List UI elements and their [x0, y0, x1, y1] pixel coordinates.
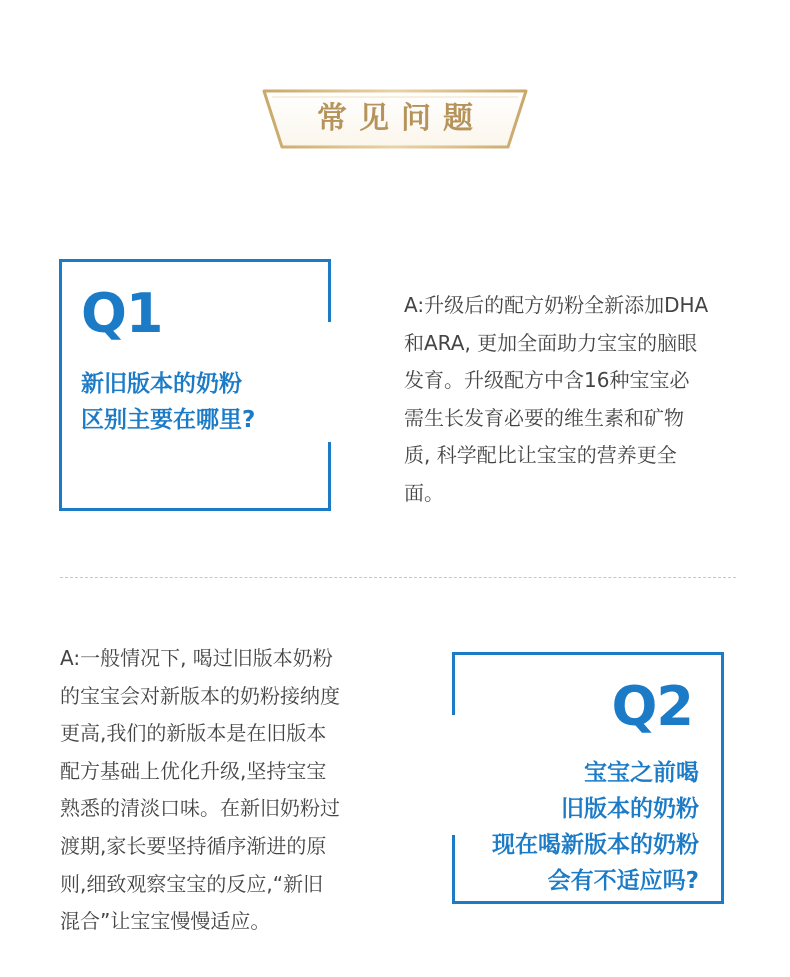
answer-line: 的宝宝会对新版本的奶粉接纳度	[60, 683, 340, 708]
question-line: 会有不适应吗?	[547, 868, 699, 894]
faq-header-banner	[258, 87, 532, 151]
frame-gap	[451, 715, 457, 835]
answer-line: 更高,我们的新版本是在旧版本	[60, 721, 327, 746]
question-line: 宝宝之前喝	[584, 760, 699, 786]
answer-line: 质, 科学配比让宝宝的营养更全	[404, 443, 677, 468]
question-text	[492, 755, 699, 899]
answer-line: 渡期,家长要坚持循序渐进的原	[60, 833, 327, 858]
answer-line: 混合”让宝宝慢慢适应。	[60, 909, 271, 934]
faq-answer-1	[404, 287, 744, 513]
faq-question-box-1	[59, 259, 331, 511]
answer-line: 则,细致观察宝宝的反应,“新旧	[60, 871, 324, 896]
answer-line: 熟悉的清淡口味。在新旧奶粉过	[60, 796, 340, 821]
answer-line: 和ARA, 更加全面助力宝宝的脑眼	[404, 330, 698, 355]
answer-line: A:升级后的配方奶粉全新添加DHA	[404, 293, 709, 317]
answer-line: 发育。升级配方中含16种宝宝必	[404, 368, 690, 393]
question-number: Q1	[81, 282, 163, 345]
answer-line: 配方基础上优化升级,坚持宝宝	[60, 758, 327, 783]
faq-question-box-2	[452, 652, 724, 904]
answer-line: A:一般情况下, 喝过旧版本奶粉	[60, 646, 333, 670]
page-title: 常见问题	[317, 101, 485, 136]
question-number: Q2	[611, 675, 693, 738]
frame-gap	[326, 322, 332, 442]
faq-answer-2	[60, 640, 400, 941]
question-text	[81, 366, 255, 438]
answer-line: 面。	[404, 480, 444, 505]
section-divider	[60, 577, 736, 578]
question-line: 现在喝新版本的奶粉	[492, 832, 699, 858]
question-line: 旧版本的奶粉	[561, 796, 699, 822]
answer-line: 需生长发育必要的维生素和矿物	[404, 405, 684, 430]
question-line: 区别主要在哪里?	[81, 407, 256, 433]
question-line: 新旧版本的奶粉	[81, 371, 242, 397]
